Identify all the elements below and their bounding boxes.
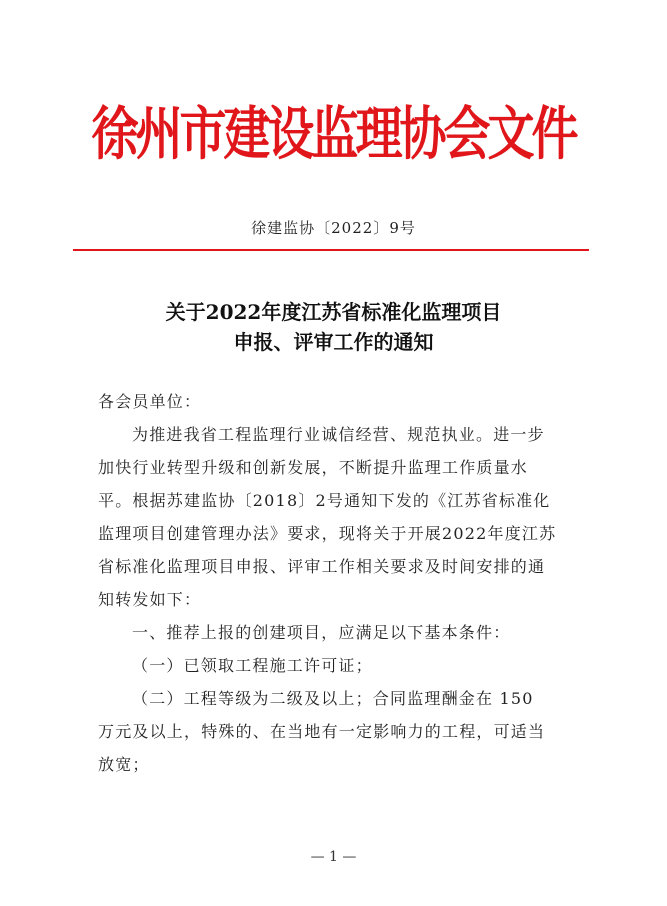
page-number: — 1 — [310, 849, 357, 865]
condition-item-2-continued: 万元及以上，特殊的、在当地有一定影响力的工程，可适当 [98, 722, 546, 741]
body-line-4: 监理项目创建管理办法》要求，现将关于开展2022年度江苏 [98, 524, 557, 543]
masthead-title: 徐州市建设监理协会文件 [91, 100, 576, 168]
notice-title-line-2: 申报、评审工作的通知 [233, 330, 434, 354]
red-divider-line [73, 249, 589, 251]
body-line-1: 为推进我省工程监理行业诚信经营、规范执业。进一步 [132, 425, 545, 444]
document-number: 徐建监协〔2022〕9号 [251, 219, 416, 237]
body-line-5: 省标准化监理项目申报、评审工作相关要求及时间安排的通 [98, 557, 546, 576]
condition-item-2-end: 放宽； [98, 755, 150, 774]
salutation: 各会员单位： [98, 392, 202, 411]
notice-title [0, 297, 667, 357]
notice-title-line-1: 关于2022年度江苏省标准化监理项目 [165, 300, 502, 324]
body-line-3: 平。根据苏建监协〔2018〕2号通知下发的《江苏省标准化 [98, 491, 551, 510]
body-line-6: 知转发如下： [98, 590, 202, 609]
section-heading-1: 一、推荐上报的创建项目，应满足以下基本条件： [132, 623, 511, 642]
condition-item-2: （二）工程等级为二级及以上；合同监理酬金在 150 [132, 689, 534, 708]
notice-body [98, 385, 582, 781]
body-line-2: 加快行业转型升级和创新发展，不断提升监理工作质量水 [98, 458, 529, 477]
condition-item-1: （一）已领取工程施工许可证； [132, 656, 373, 675]
